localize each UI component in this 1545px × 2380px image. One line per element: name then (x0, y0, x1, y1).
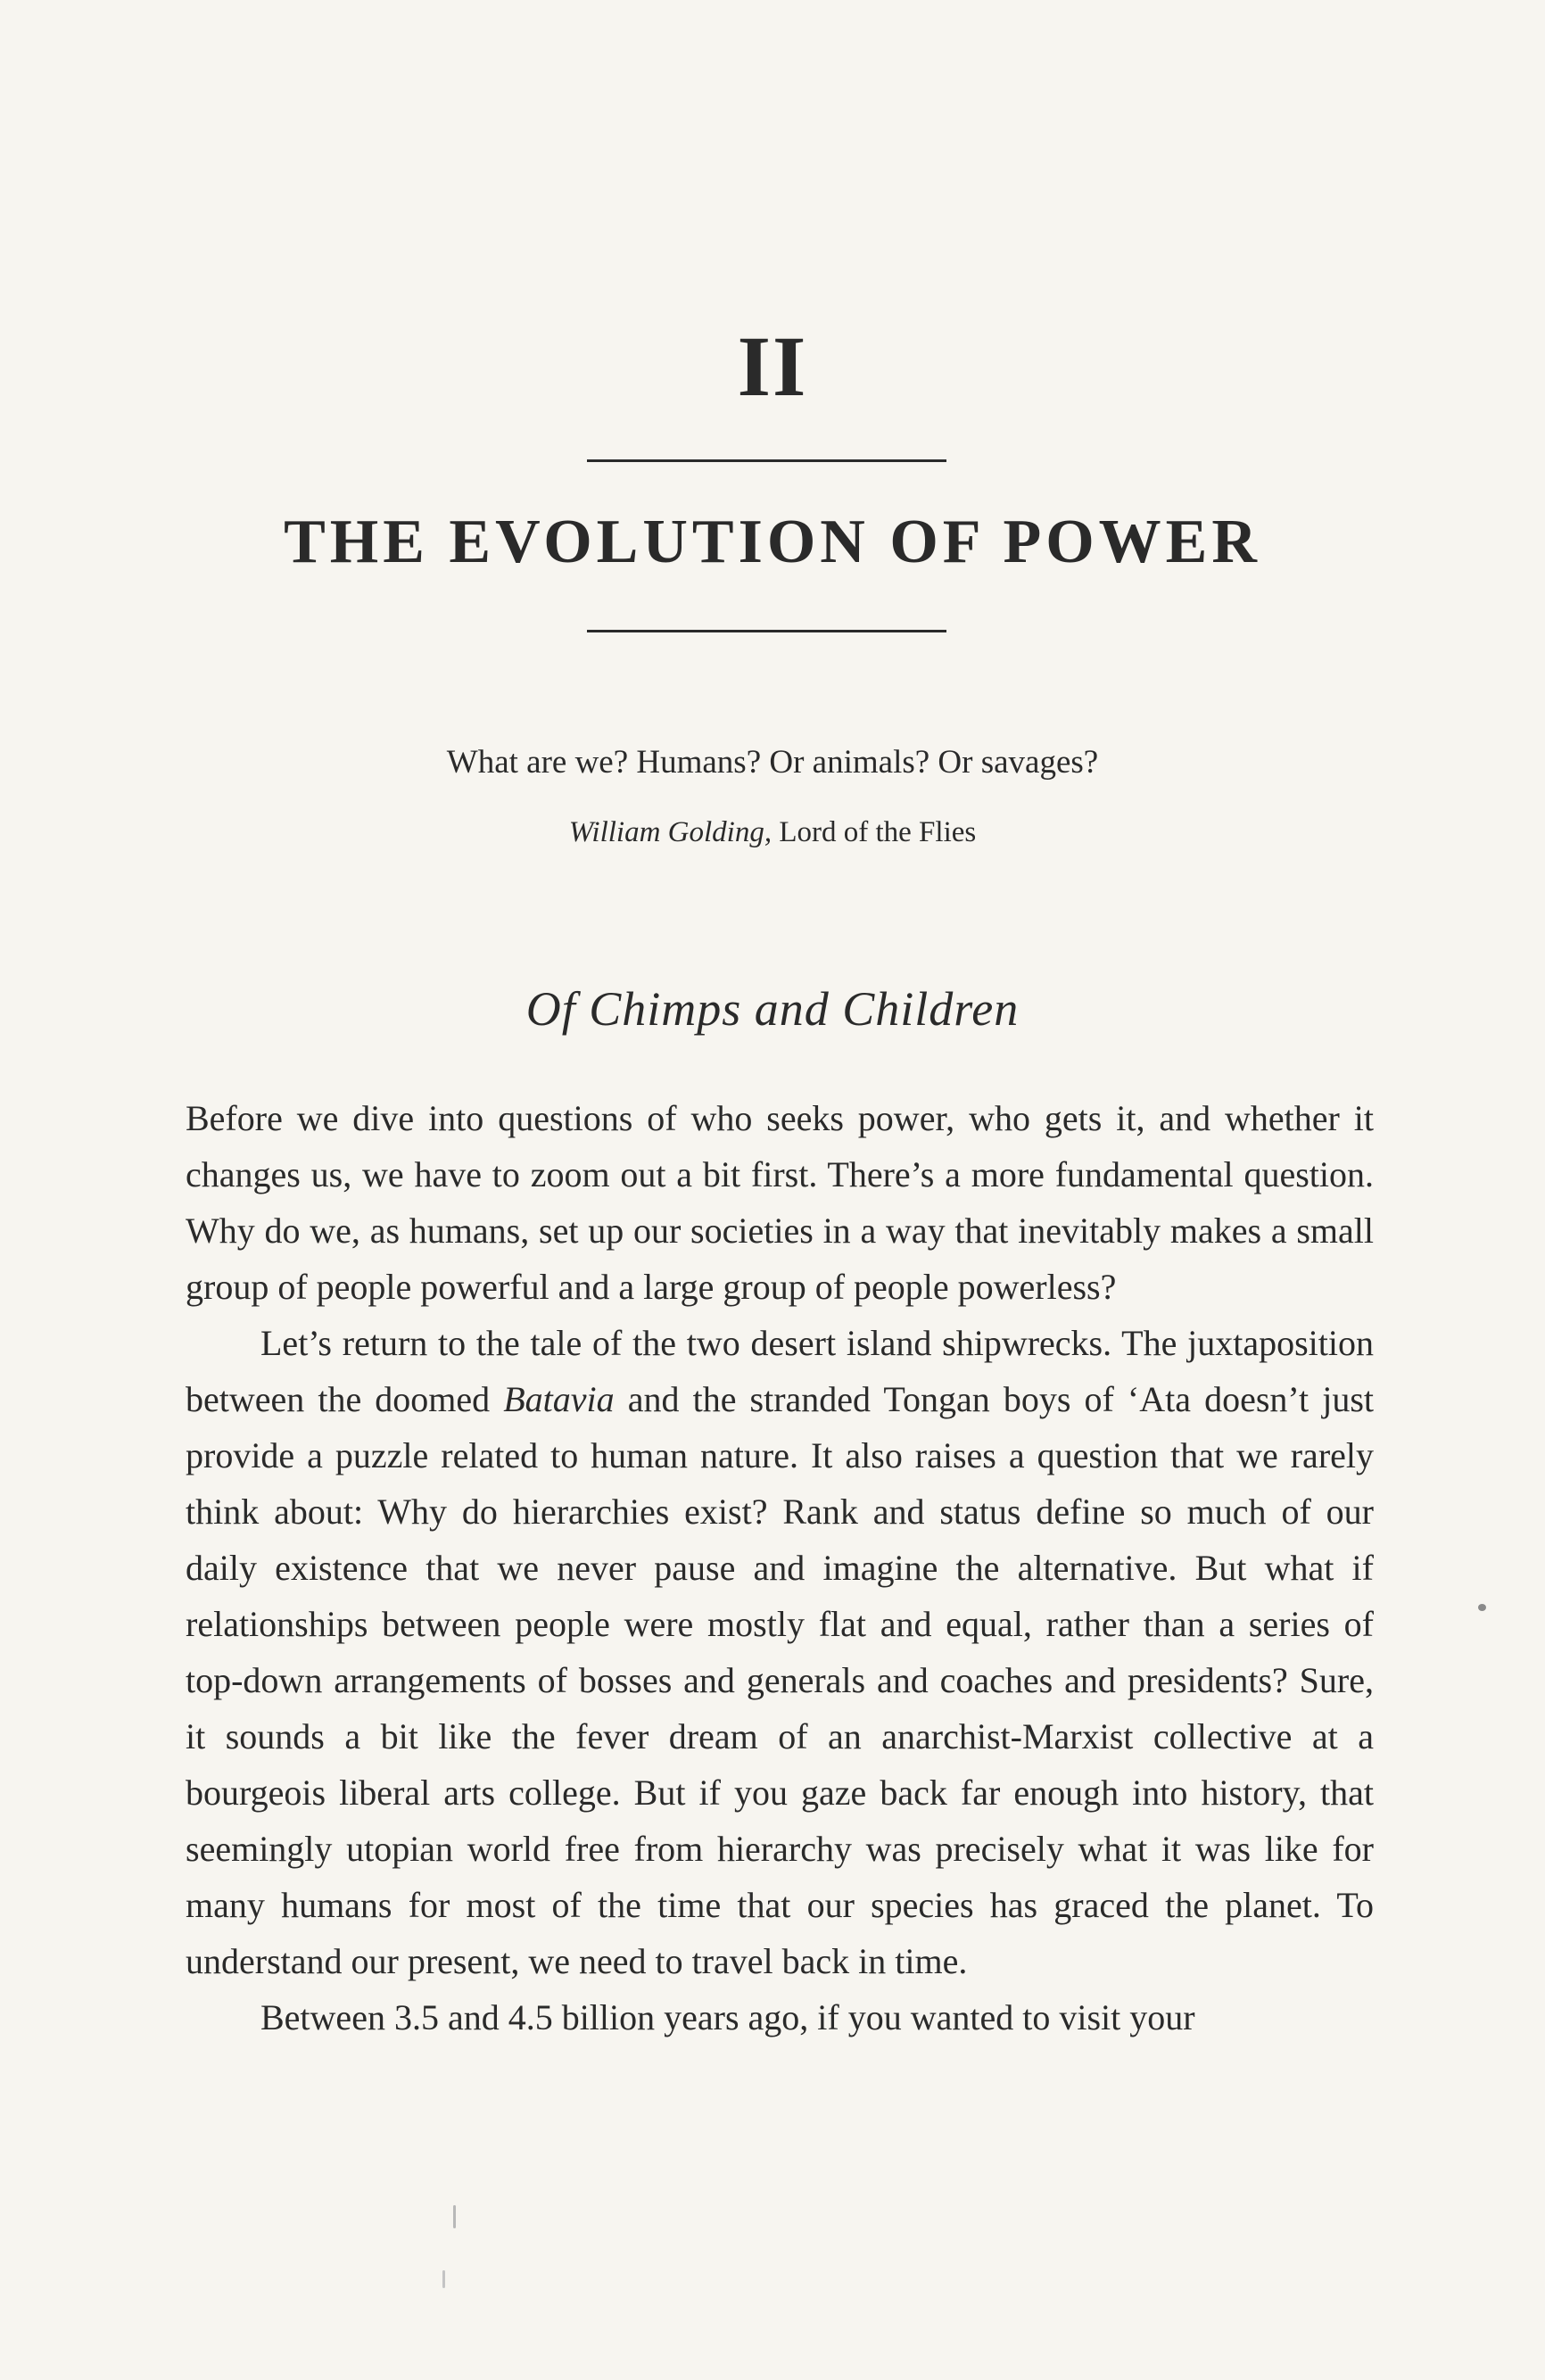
title-rule-top (587, 459, 946, 462)
body-text (186, 1090, 1374, 2045)
scan-speck (1478, 1604, 1486, 1611)
paragraph-2 (186, 1315, 1374, 1989)
epigraph-attribution (0, 816, 1545, 849)
epigraph-work: Lord of the Flies (779, 816, 977, 848)
paragraph-1: Before we dive into questions of who seeks power, who gets it, and whether it changes us, we have to zoom out a bit first. There’s a more fundamental question. Why do we, as humans, set up our societies in a way that inevitably makes a small group of people powerful and a large group of people powerless? (186, 1098, 1374, 1307)
section-heading: Of Chimps and Children (525, 982, 1020, 1036)
scan-speck (453, 2205, 456, 2228)
chapter-title: THE EVOLUTION OF POWER (284, 508, 1261, 576)
paragraph-3: Between 3.5 and 4.5 billion years ago, if you wanted to visit your (260, 1997, 1195, 2037)
paragraph-2-rest: and the stranded Tongan boys of ‘Ata doesn’t just provide a puzzle related to human nature. It also raises a question that we rarely think about: Why do hierarchies exist? Rank and status define so much of our daily existence that we never pause and imagine the alternative. But what if relationships between people were mostly flat and equal, rather than a series of top-down arrangements of bosses and generals and coaches and presidents? Sure, it sounds a bit like the fever dream of an anarchist-Marxist collective at a bourgeois liberal arts college. But if you gaze back far enough into history, that seemingly utopian world free from hierarchy was precisely what it was like for many humans for most of the time that our species has graced the planet. To understand our present, we need to travel back in time. (186, 1379, 1374, 1981)
scan-speck (442, 2270, 445, 2288)
title-rule-bottom (587, 630, 946, 632)
ship-name: Batavia (503, 1379, 615, 1419)
epigraph-author: William Golding, (568, 816, 772, 848)
paragraph-2-start: Let’s return to the tale of the two desert island shipwrecks. The juxtaposition between the doomed (186, 1323, 1374, 1419)
epigraph-quote: What are we? Humans? Or animals? Or savages? (446, 744, 1099, 781)
chapter-number: II (737, 318, 808, 414)
